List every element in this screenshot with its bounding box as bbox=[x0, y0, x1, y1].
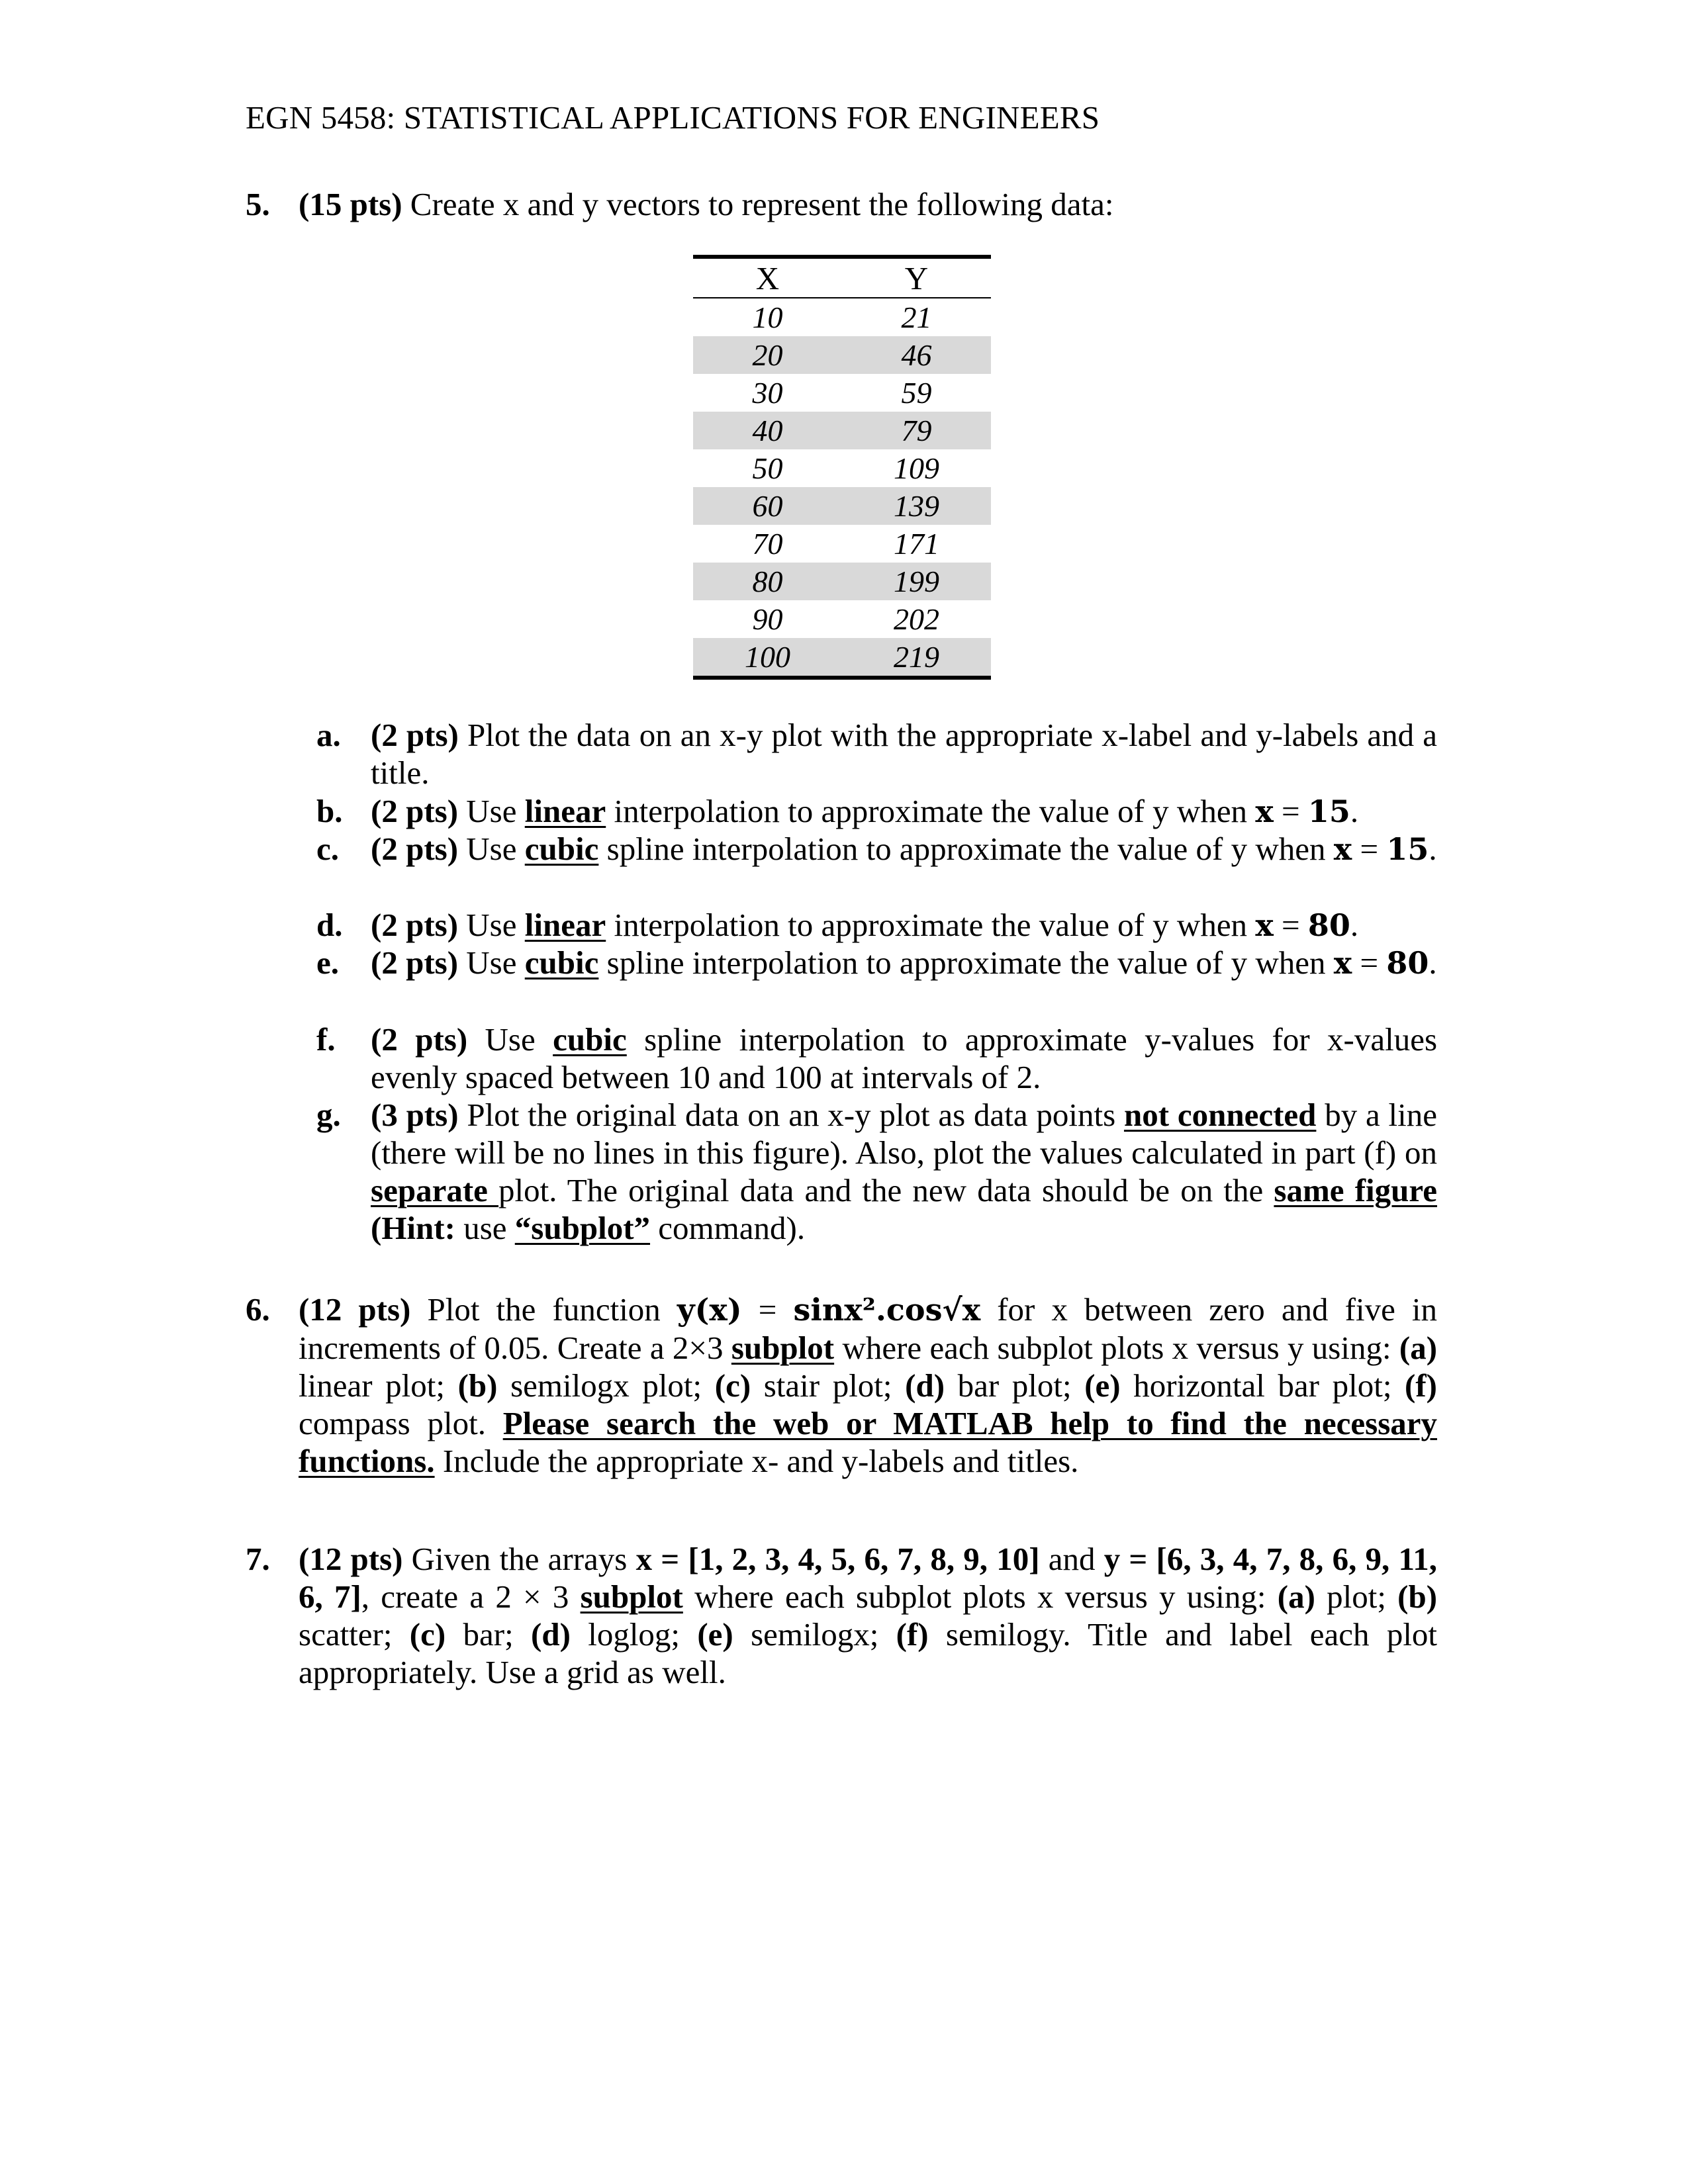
question-text: Given the arrays bbox=[411, 1541, 628, 1577]
part-label: (c) bbox=[714, 1367, 751, 1404]
part-text: semilogy. bbox=[945, 1616, 1071, 1653]
part-label: (f) bbox=[1405, 1367, 1437, 1404]
math-var: x bbox=[1333, 945, 1352, 981]
part-label: (e) bbox=[697, 1616, 733, 1653]
part-label: (a) bbox=[1399, 1330, 1438, 1366]
table-row bbox=[693, 600, 991, 638]
item-label: f. bbox=[316, 1021, 336, 1058]
item-text: interpolation to approximate the value of y when bbox=[614, 793, 1248, 829]
cell-y: 21 bbox=[901, 300, 932, 334]
part-text: plot; bbox=[1327, 1578, 1386, 1615]
item-label: e. bbox=[316, 944, 339, 981]
math-eq: = bbox=[758, 1291, 777, 1328]
x-array: x = [1, 2, 3, 4, 5, 6, 7, 8, 9, 10] bbox=[635, 1541, 1040, 1577]
item-label: b. bbox=[316, 793, 343, 829]
points: (2 pts) bbox=[371, 717, 459, 753]
question-5 bbox=[246, 185, 1437, 223]
subquestion-g bbox=[316, 1096, 1437, 1247]
question-number: 6. bbox=[246, 1291, 270, 1328]
points: (12 pts) bbox=[299, 1291, 411, 1328]
item-text: command). bbox=[658, 1210, 806, 1246]
punctuation: . bbox=[1429, 831, 1437, 867]
keyword: not connected bbox=[1123, 1097, 1317, 1133]
question-text: where each subplot plots x versus y using: bbox=[694, 1578, 1266, 1615]
part-label: (a) bbox=[1277, 1578, 1315, 1615]
hint-label: (Hint: bbox=[371, 1210, 455, 1246]
question-text: Create x and y vectors to represent the following data: bbox=[410, 186, 1114, 222]
table-row bbox=[693, 412, 991, 449]
question-6 bbox=[246, 1291, 1437, 1480]
keyword: same figure bbox=[1274, 1172, 1437, 1208]
table-header-row bbox=[693, 257, 991, 298]
part-text: semilogx; bbox=[751, 1616, 879, 1653]
cell-x: 10 bbox=[752, 300, 783, 334]
table-row bbox=[693, 336, 991, 374]
question-text: Plot the function bbox=[427, 1291, 661, 1328]
cell-x: 70 bbox=[752, 527, 783, 561]
points: (12 pts) bbox=[299, 1541, 403, 1577]
points: (2 pts) bbox=[371, 793, 459, 829]
cell-x: 20 bbox=[693, 336, 842, 374]
table-row bbox=[693, 449, 991, 487]
points: (3 pts) bbox=[371, 1097, 459, 1133]
subquestion-d bbox=[316, 906, 1437, 944]
question-7 bbox=[246, 1540, 1437, 1691]
part-text: linear plot; bbox=[299, 1367, 445, 1404]
function-rhs: sinx².cos√x bbox=[793, 1292, 981, 1328]
cell-y: 219 bbox=[842, 638, 991, 678]
question-number: 5. bbox=[246, 186, 270, 222]
y-array: y = [6, 3, 4, 7, 8, 6, 9, 11, 6, 7] bbox=[299, 1541, 1438, 1615]
points: (2 pts) bbox=[371, 944, 459, 981]
part-label: (d) bbox=[905, 1367, 945, 1404]
column-header-y: Y bbox=[842, 257, 991, 298]
math-var: x bbox=[1255, 907, 1274, 943]
item-text: spline interpolation to approximate the value of y when bbox=[606, 831, 1326, 867]
item-text: spline interpolation to approximate y-values for x-values evenly spaced between 10 and 100 at intervals of 2. bbox=[371, 1021, 1438, 1095]
math-eq: = bbox=[1282, 907, 1308, 943]
item-text: spline interpolation to approximate the value of y when bbox=[606, 944, 1326, 981]
part-label: (d) bbox=[531, 1616, 571, 1653]
item-label: c. bbox=[316, 831, 339, 867]
keyword: subplot bbox=[731, 1330, 835, 1366]
item-label: a. bbox=[316, 717, 341, 753]
table-row bbox=[693, 374, 991, 412]
question-text: for x between zero and five in increments of 0.05. Create a 2×3 bbox=[299, 1291, 1438, 1366]
function-lhs: y(x) bbox=[677, 1292, 742, 1328]
part-text: bar; bbox=[463, 1616, 514, 1653]
keyword: separate bbox=[371, 1172, 499, 1208]
question-text: where each subplot plots x versus y using: bbox=[842, 1330, 1391, 1366]
math-value: 15 bbox=[1386, 831, 1429, 867]
question-text: and bbox=[1048, 1541, 1096, 1577]
cell-y: 171 bbox=[894, 527, 939, 561]
cell-y: 199 bbox=[842, 563, 991, 600]
subquestion-c bbox=[316, 830, 1437, 868]
keyword: subplot bbox=[580, 1578, 683, 1615]
cell-x: 40 bbox=[693, 412, 842, 449]
keyword: cubic bbox=[524, 944, 599, 981]
points: (2 pts) bbox=[371, 831, 459, 867]
punctuation: . bbox=[1350, 793, 1359, 829]
cell-x: 50 bbox=[752, 451, 783, 485]
item-text: Use bbox=[466, 944, 517, 981]
keyword: linear bbox=[524, 907, 606, 943]
course-header: EGN 5458: STATISTICAL APPLICATIONS FOR ENGINEERS bbox=[246, 99, 1100, 136]
item-text: by a line (there will be no lines in this figure). Also, plot the values calculated in part (f) on bbox=[371, 1097, 1438, 1171]
table-row bbox=[693, 638, 991, 678]
question-text: Include the appropriate x- and y-labels and titles. bbox=[442, 1443, 1079, 1479]
question-number: 7. bbox=[246, 1541, 270, 1577]
cell-x: 30 bbox=[752, 376, 783, 410]
cell-y: 46 bbox=[842, 336, 991, 374]
part-text: stair plot; bbox=[763, 1367, 892, 1404]
item-text: Use bbox=[466, 907, 517, 943]
question-text: , create a 2 × 3 bbox=[361, 1578, 569, 1615]
math-var: x bbox=[1333, 831, 1352, 867]
keyword: cubic bbox=[553, 1021, 627, 1058]
cell-x: 80 bbox=[693, 563, 842, 600]
cell-y: 202 bbox=[894, 602, 939, 636]
keyword: linear bbox=[524, 793, 606, 829]
keyword: “subplot” bbox=[514, 1210, 651, 1246]
part-text: scatter; bbox=[299, 1616, 393, 1653]
cell-y: 109 bbox=[894, 451, 939, 485]
part-text: semilogx plot; bbox=[510, 1367, 702, 1404]
item-text: plot. The original data and the new data should be on the bbox=[498, 1172, 1264, 1208]
keyword: Please search the web or MATLAB help to find the necessary functions. bbox=[299, 1405, 1438, 1479]
subquestion-b bbox=[316, 792, 1437, 831]
part-label: (c) bbox=[409, 1616, 446, 1653]
keyword: cubic bbox=[524, 831, 599, 867]
table-row bbox=[693, 563, 991, 600]
part-label: (f) bbox=[896, 1616, 929, 1653]
item-text: Use bbox=[466, 793, 517, 829]
subquestion-a bbox=[316, 716, 1437, 792]
part-label: (e) bbox=[1084, 1367, 1121, 1404]
item-text: Use bbox=[466, 831, 517, 867]
item-label: g. bbox=[316, 1097, 341, 1133]
math-eq: = bbox=[1360, 944, 1379, 981]
subquestion-e bbox=[316, 944, 1437, 982]
question-text: Title and label each plot appropriately. Use a grid as well. bbox=[299, 1616, 1438, 1690]
math-eq: = bbox=[1360, 831, 1379, 867]
part-text: loglog; bbox=[588, 1616, 680, 1653]
math-value: 15 bbox=[1307, 794, 1350, 829]
item-text: use bbox=[463, 1210, 507, 1246]
math-value: 80 bbox=[1386, 945, 1429, 981]
table-row bbox=[693, 487, 991, 525]
points: (2 pts) bbox=[371, 907, 459, 943]
part-label: (b) bbox=[1397, 1578, 1438, 1615]
cell-x: 60 bbox=[693, 487, 842, 525]
points: (15 pts) bbox=[299, 186, 402, 222]
subquestion-f bbox=[316, 1021, 1437, 1096]
column-header-x: X bbox=[693, 257, 842, 298]
item-text: Plot the data on an x-y plot with the appropriate x-label and y-labels and a title. bbox=[371, 717, 1437, 791]
item-text: Plot the original data on an x-y plot as data points bbox=[467, 1097, 1116, 1133]
math-eq: = bbox=[1282, 793, 1308, 829]
cell-y: 139 bbox=[842, 487, 991, 525]
table-row bbox=[693, 525, 991, 563]
part-text: horizontal bar plot; bbox=[1133, 1367, 1392, 1404]
data-table bbox=[693, 255, 991, 680]
table-row bbox=[693, 298, 991, 336]
item-label: d. bbox=[316, 907, 343, 943]
part-label: (b) bbox=[457, 1367, 498, 1404]
punctuation: . bbox=[1350, 907, 1359, 943]
item-text: interpolation to approximate the value of y when bbox=[614, 907, 1248, 943]
points: (2 pts) bbox=[371, 1021, 468, 1058]
cell-x: 100 bbox=[693, 638, 842, 678]
math-value: 80 bbox=[1307, 907, 1350, 943]
part-text: bar plot; bbox=[957, 1367, 1072, 1404]
cell-y: 59 bbox=[901, 376, 932, 410]
item-text: Use bbox=[485, 1021, 536, 1058]
part-text: compass plot. bbox=[299, 1405, 486, 1441]
punctuation: . bbox=[1429, 944, 1437, 981]
math-var: x bbox=[1255, 794, 1274, 829]
cell-x: 90 bbox=[752, 602, 783, 636]
cell-y: 79 bbox=[842, 412, 991, 449]
